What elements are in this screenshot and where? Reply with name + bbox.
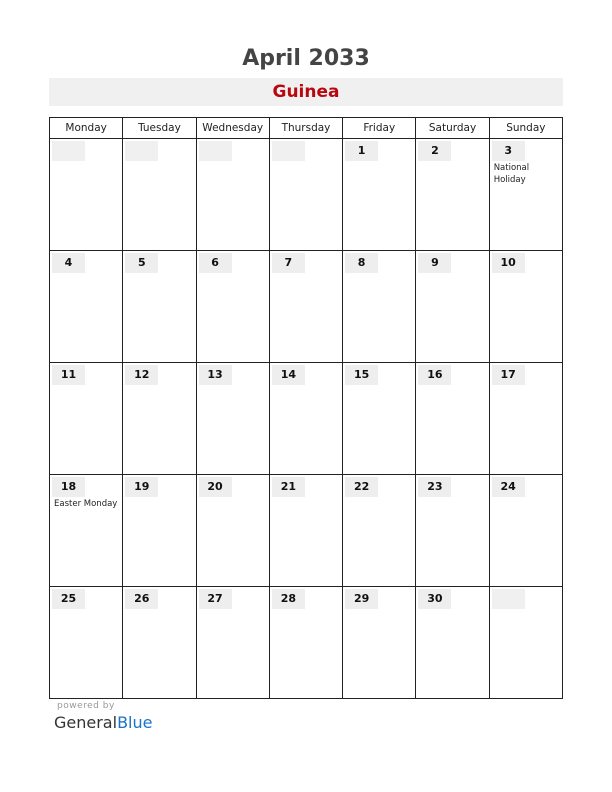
holiday-label: National Holiday [493,163,530,185]
week-row [50,363,563,475]
day-number: 21 [272,477,305,497]
day-number: 16 [418,365,451,385]
day-cell[interactable] [416,475,489,587]
week-row [50,475,563,587]
empty-day-box [125,141,158,161]
day-number: 29 [345,589,378,609]
day-cell[interactable] [489,475,562,587]
day-cell[interactable] [123,475,196,587]
day-number: 3 [492,141,525,161]
calendar-grid [49,117,563,699]
weekday-header: Thursday [269,118,342,139]
day-cell[interactable] [123,363,196,475]
day-number: 15 [345,365,378,385]
day-cell[interactable] [416,251,489,363]
day-cell[interactable] [343,475,416,587]
week-row [50,587,563,699]
day-number: 24 [492,477,525,497]
day-number: 9 [418,253,451,273]
day-cell[interactable] [50,475,123,587]
holiday-label: Easter Monday [54,499,118,509]
weekday-header: Wednesday [196,118,269,139]
day-cell[interactable] [196,587,269,699]
day-number: 7 [272,253,305,273]
weekday-header: Tuesday [123,118,196,139]
day-cell[interactable] [416,139,489,251]
day-number: 26 [125,589,158,609]
day-number: 11 [52,365,85,385]
weekday-header: Sunday [489,118,562,139]
day-number: 27 [199,589,232,609]
day-cell[interactable] [489,139,562,251]
empty-day-box [52,141,85,161]
day-cell[interactable] [343,251,416,363]
day-number: 5 [125,253,158,273]
empty-day-box [199,141,232,161]
day-cell[interactable] [50,587,123,699]
weekday-header-row [50,118,563,139]
day-number: 30 [418,589,451,609]
day-cell[interactable] [269,139,342,251]
day-cell[interactable] [196,475,269,587]
brand-part-general: General [54,713,118,732]
day-cell[interactable] [416,363,489,475]
day-number: 2 [418,141,451,161]
week-row [50,251,563,363]
brand-logo[interactable] [54,713,152,732]
country-name: Guinea [272,82,340,102]
day-cell[interactable] [489,587,562,699]
day-number: 25 [52,589,85,609]
day-number: 1 [345,141,378,161]
day-cell[interactable] [196,251,269,363]
day-cell[interactable] [269,587,342,699]
day-number: 14 [272,365,305,385]
day-cell[interactable] [416,587,489,699]
day-cell[interactable] [50,363,123,475]
day-cell[interactable] [489,363,562,475]
day-cell[interactable] [343,139,416,251]
day-cell[interactable] [196,139,269,251]
day-number: 22 [345,477,378,497]
day-cell[interactable] [343,587,416,699]
day-cell[interactable] [196,363,269,475]
weekday-header: Friday [343,118,416,139]
day-cell[interactable] [123,587,196,699]
day-number: 23 [418,477,451,497]
day-cell[interactable] [269,251,342,363]
day-number: 6 [199,253,232,273]
day-cell[interactable] [123,139,196,251]
day-number: 28 [272,589,305,609]
day-number: 17 [492,365,525,385]
day-number: 10 [492,253,525,273]
brand-part-blue: Blue [117,713,153,732]
calendar-title: April 2033 [242,46,370,71]
day-number: 4 [52,253,85,273]
day-cell[interactable] [269,475,342,587]
country-banner [49,78,563,106]
weekday-header: Monday [50,118,123,139]
day-number: 19 [125,477,158,497]
day-cell[interactable] [50,139,123,251]
day-number: 8 [345,253,378,273]
empty-day-box [272,141,305,161]
day-cell[interactable] [489,251,562,363]
day-number: 18 [52,477,85,497]
day-number: 12 [125,365,158,385]
powered-by-text: powered by [57,701,115,711]
day-number: 13 [199,365,232,385]
weekday-header: Saturday [416,118,489,139]
day-cell[interactable] [343,363,416,475]
day-cell[interactable] [269,363,342,475]
day-number: 20 [199,477,232,497]
week-row [50,139,563,251]
day-cell[interactable] [123,251,196,363]
day-cell[interactable] [50,251,123,363]
empty-day-box [492,589,525,609]
